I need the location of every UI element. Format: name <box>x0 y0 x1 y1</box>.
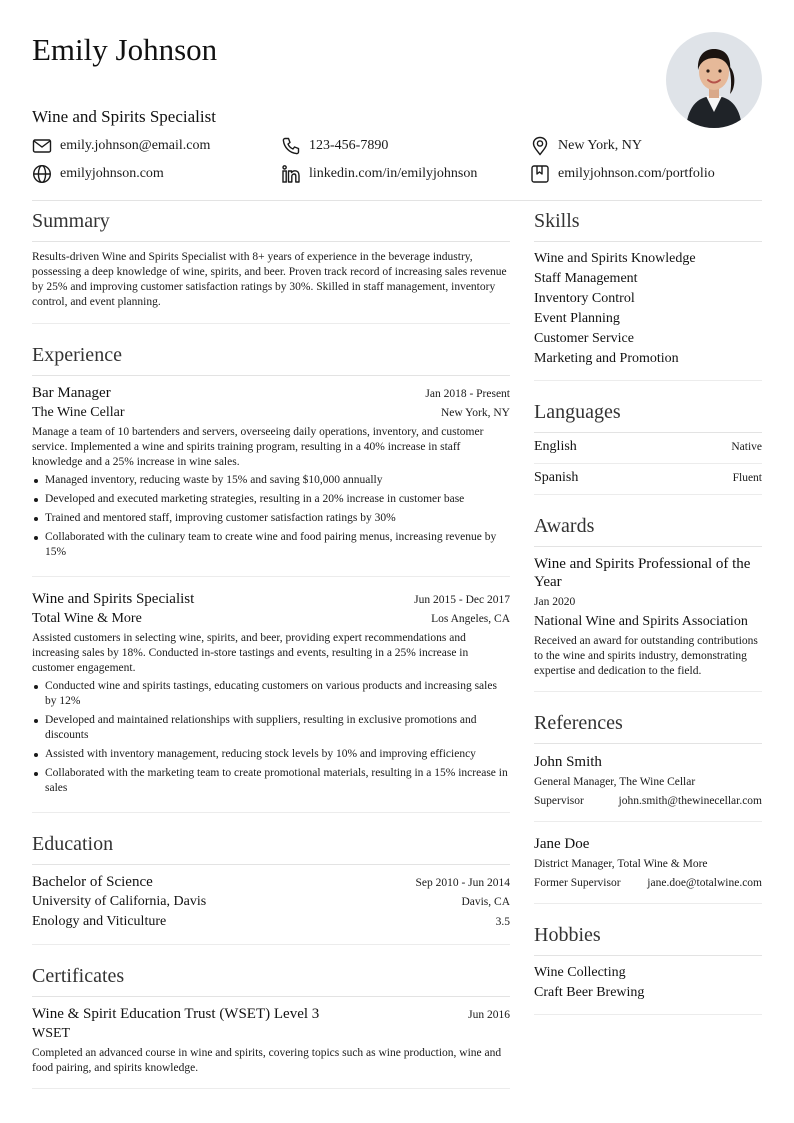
experience-section <box>32 334 510 813</box>
reference-name: Jane Doe <box>534 836 590 852</box>
job-title: Wine and Spirits Specialist <box>32 591 195 607</box>
reference-entry <box>534 744 762 821</box>
language-item <box>534 433 762 463</box>
left-column <box>32 200 510 1089</box>
certificate-date: Jun 2016 <box>468 1009 510 1021</box>
field-of-study: Enology and Viticulture <box>32 914 167 929</box>
language-level: Fluent <box>732 472 762 484</box>
certificate-title: Wine & Spirit Education Trust (WSET) Level 3 <box>32 1006 320 1022</box>
job-title: Bar Manager <box>32 385 111 401</box>
award-entry <box>534 547 762 691</box>
school-name: University of California, Davis <box>32 894 207 909</box>
languages-section <box>534 391 762 495</box>
language-item <box>534 463 762 494</box>
reference-email[interactable]: john.smith@thewinecellar.com <box>618 795 762 807</box>
hobby-item: Craft Beer Brewing <box>534 985 645 1000</box>
job-description: Assisted customers in selecting wine, spirits, and beer, providing expert recommendations and increasing sales by 18%. Conducted in-store tastings and events, resulting in a 25% increase in customer engagement. <box>32 632 469 674</box>
achievement-item: Trained and mentored staff, improving customer satisfaction ratings by 30% <box>32 511 510 526</box>
award-organization: National Wine and Spirits Association <box>534 614 748 629</box>
skills-heading: Skills <box>534 200 762 242</box>
resume-header <box>32 30 762 130</box>
awards-section <box>534 505 762 692</box>
candidate-name: Emily Johnson <box>32 32 218 67</box>
skills-list <box>534 242 762 380</box>
job-location: Los Angeles, CA <box>431 613 510 625</box>
skill-item: Inventory Control <box>534 291 635 306</box>
linkedin-icon <box>281 164 301 184</box>
job-achievements <box>32 679 510 796</box>
job-description: Manage a team of 10 bartenders and servers, overseeing daily operations, inventory, and customer service. Implemented a wine and spirits training program, resulting in a 40% increase in staff knowledge and a 25% increase in wine sales. <box>32 426 484 468</box>
language-level: Native <box>731 441 762 453</box>
contact-email[interactable] <box>32 136 210 156</box>
email-icon <box>32 136 52 156</box>
experience-entry <box>32 376 510 576</box>
hobby-item: Wine Collecting <box>534 965 626 980</box>
contact-portfolio-text: emilyjohnson.com/portfolio <box>558 166 715 181</box>
job-achievements <box>32 473 510 560</box>
contact-phone[interactable] <box>281 136 388 156</box>
reference-relation: Former Supervisor <box>534 877 621 889</box>
hobbies-heading: Hobbies <box>534 914 762 956</box>
profile-photo <box>666 32 762 128</box>
summary-section <box>32 200 510 324</box>
skill-item: Event Planning <box>534 311 620 326</box>
summary-heading: Summary <box>32 200 510 242</box>
certificates-heading: Certificates <box>32 955 510 997</box>
reference-role: General Manager, The Wine Cellar <box>534 776 696 788</box>
contact-linkedin[interactable] <box>281 164 477 184</box>
achievement-item: Managed inventory, reducing waste by 15% and saving $10,000 annually <box>32 473 510 488</box>
hobbies-section <box>534 914 762 1015</box>
certificate-issuer: WSET <box>32 1026 71 1041</box>
award-title: Wine and Spirits Professional of the Year <box>534 556 751 590</box>
candidate-title: Wine and Spirits Specialist <box>32 107 216 126</box>
hobbies-list <box>534 956 762 1014</box>
job-company: The Wine Cellar <box>32 405 125 420</box>
resume-page <box>32 0 762 1123</box>
certificates-section <box>32 955 510 1089</box>
languages-heading: Languages <box>534 391 762 433</box>
education-dates: Sep 2010 - Jun 2014 <box>415 877 510 889</box>
reference-role: District Manager, Total Wine & More <box>534 858 708 870</box>
experience-entry <box>32 576 510 812</box>
contact-location <box>530 136 642 156</box>
education-section <box>32 823 510 945</box>
contact-website[interactable] <box>32 164 164 184</box>
skill-item: Customer Service <box>534 331 634 346</box>
achievement-item: Collaborated with the culinary team to create wine and food pairing menus, increasing revenue by 15% <box>32 530 510 560</box>
reference-name: John Smith <box>534 754 602 770</box>
award-date: Jan 2020 <box>534 596 576 608</box>
portfolio-icon <box>530 164 550 184</box>
job-dates: Jan 2018 - Present <box>425 388 510 400</box>
certificate-entry <box>32 997 510 1088</box>
language-name: English <box>534 439 577 454</box>
skill-item: Wine and Spirits Knowledge <box>534 251 696 266</box>
globe-icon <box>32 164 52 184</box>
experience-heading: Experience <box>32 334 510 376</box>
language-name: Spanish <box>534 470 579 485</box>
reference-email[interactable]: jane.doe@totalwine.com <box>647 877 762 889</box>
certificate-description: Completed an advanced course in wine and spirits, covering topics such as wine production, wine and food pairing, and spirits knowledge. <box>32 1047 502 1074</box>
award-description: Received an award for outstanding contributions to the wine and spirits industry, demonstrating expertise and dedication to the field. <box>534 635 758 677</box>
contact-phone-text: 123-456-7890 <box>309 138 389 153</box>
contact-website-text: emilyjohnson.com <box>60 166 164 181</box>
education-entry <box>32 865 510 944</box>
job-location: New York, NY <box>440 407 510 419</box>
awards-heading: Awards <box>534 505 762 547</box>
achievement-item: Developed and executed marketing strategies, resulting in a 20% increase in customer base <box>32 492 510 507</box>
achievement-item: Developed and maintained relationships with suppliers, resulting in exclusive promotions and discounts <box>32 713 510 743</box>
degree: Bachelor of Science <box>32 874 153 890</box>
location-icon <box>530 136 550 156</box>
achievement-item: Conducted wine and spirits tastings, educating customers on various products and increasing sales by 12% <box>32 679 510 709</box>
achievement-item: Assisted with inventory management, reducing stock levels by 10% and improving efficiency <box>32 747 510 762</box>
gpa: 3.5 <box>495 916 510 928</box>
achievement-item: Collaborated with the marketing team to create promotional materials, resulting in a 15% increase in sales <box>32 766 510 796</box>
summary-text: Results-driven Wine and Spirits Specialist with 8+ years of experience in the beverage industry, possessing a deep knowledge of wine, spirits, and beer. Proven track record of increasing sales revenue by 25% and improving customer satisfaction ratings by 30%. Skilled in staff management, inventory control, and event planning. <box>32 251 507 308</box>
education-heading: Education <box>32 823 510 865</box>
references-section <box>534 702 762 904</box>
contact-email-text: emily.johnson@email.com <box>60 138 211 153</box>
skill-item: Staff Management <box>534 271 638 286</box>
school-location: Davis, CA <box>461 896 510 908</box>
skills-section <box>534 200 762 381</box>
contact-info <box>32 136 762 192</box>
profile-photo-icon <box>666 32 762 128</box>
reference-entry <box>534 821 762 903</box>
skill-item: Marketing and Promotion <box>534 351 679 366</box>
job-company: Total Wine & More <box>32 611 142 626</box>
contact-location-text: New York, NY <box>558 138 643 153</box>
job-dates: Jun 2015 - Dec 2017 <box>414 594 510 606</box>
contact-portfolio[interactable] <box>530 164 715 184</box>
reference-relation: Supervisor <box>534 795 584 807</box>
phone-icon <box>281 136 301 156</box>
references-heading: References <box>534 702 762 744</box>
contact-linkedin-text: linkedin.com/in/emilyjohnson <box>309 166 478 181</box>
right-column <box>534 200 762 1015</box>
